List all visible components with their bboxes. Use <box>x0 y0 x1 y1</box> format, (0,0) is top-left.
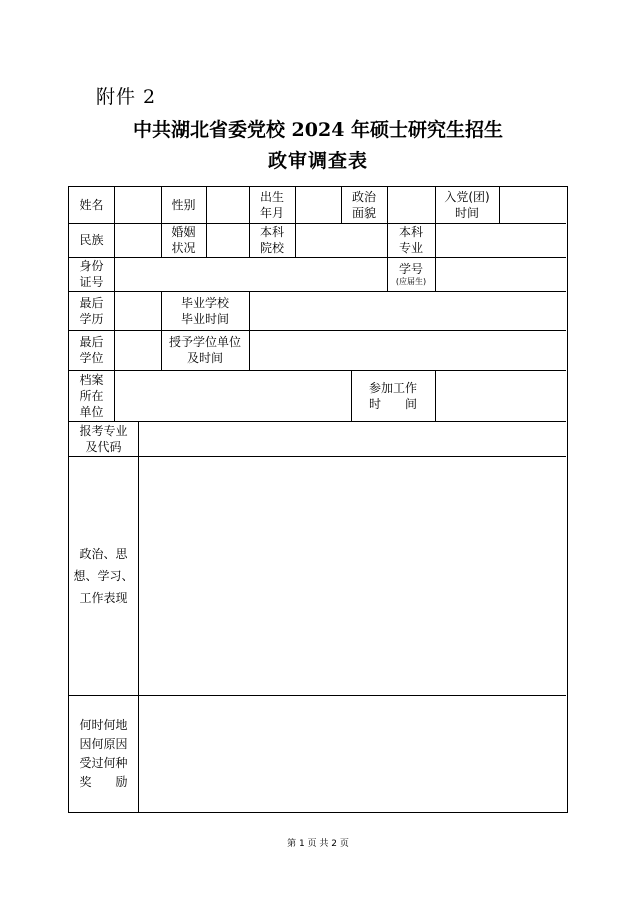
label-last-degree: 最后 学位 <box>79 335 104 365</box>
row-divider <box>69 370 566 371</box>
row-divider <box>69 421 566 422</box>
student-number-note: (应届生) <box>395 277 427 286</box>
page-title: 中共湖北省委党校 2024 年硕士研究生招生 <box>132 119 504 141</box>
label-degree-unit: 授予学位单位 及时间 <box>168 335 241 365</box>
label-name: 姓名 <box>79 198 104 212</box>
row-divider <box>69 456 566 457</box>
col-divider <box>295 223 296 257</box>
col-divider <box>114 257 115 291</box>
label-work-start-time: 参加工作 时 间 <box>368 380 417 411</box>
label-bachelor-major: 本科 专业 <box>398 225 423 255</box>
row-divider <box>69 695 566 696</box>
label-apply-major: 报考专业 及代码 <box>79 423 128 454</box>
label-last-education: 最后 学历 <box>79 295 104 326</box>
row-divider <box>69 330 566 331</box>
label-join-party-time: 入党(团) 时间 <box>444 190 490 220</box>
row-divider <box>69 257 566 258</box>
label-ethnicity: 民族 <box>79 233 104 247</box>
label-graduation-school: 毕业学校 毕业时间 <box>180 295 229 326</box>
col-divider <box>206 187 207 223</box>
row-divider <box>69 223 566 224</box>
col-divider <box>499 187 500 223</box>
attachment-label: 附件 2 <box>96 86 157 108</box>
col-divider <box>114 291 115 370</box>
col-divider <box>435 223 436 257</box>
col-divider <box>138 421 139 812</box>
page-subtitle: 政审调查表 <box>267 150 368 172</box>
label-archive-unit: 档案 所在 单位 <box>79 372 104 419</box>
label-performance: 政治、思 想、学习、 工作表现 <box>73 546 134 605</box>
label-marital-status: 婚姻 状况 <box>171 225 196 255</box>
col-divider <box>249 291 250 370</box>
col-divider <box>387 187 388 223</box>
col-divider <box>114 223 115 257</box>
label-political-status: 政治 面貌 <box>351 190 376 220</box>
label-id-number: 身份 证号 <box>79 259 104 289</box>
col-divider <box>435 257 436 291</box>
col-divider <box>114 370 115 421</box>
label-bachelor-school: 本科 院校 <box>259 225 284 255</box>
col-divider <box>295 187 296 223</box>
col-divider <box>435 370 436 421</box>
page-footer: 第 1 页 共 2 页 <box>287 839 349 849</box>
label-birth-date: 出生 年月 <box>259 190 284 220</box>
row-divider <box>69 291 566 292</box>
label-student-number: 学号 (应届生) <box>395 262 427 286</box>
col-divider <box>206 223 207 257</box>
review-form-table <box>68 186 568 813</box>
label-awards: 何时何地 因何原因 受过何种 奖 励 <box>79 717 128 789</box>
col-divider <box>114 187 115 223</box>
label-gender: 性别 <box>171 198 196 212</box>
